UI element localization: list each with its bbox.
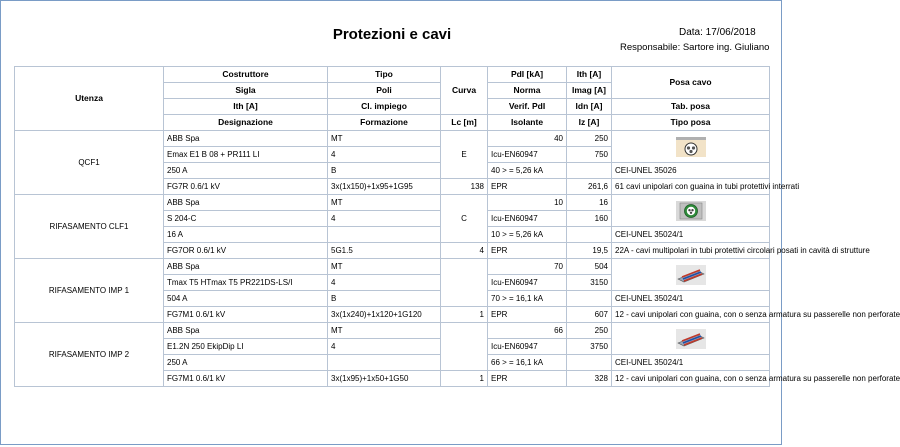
ith-cell: 504 [567, 259, 612, 275]
tipo-posa-cell: 61 cavi unipolari con guaina in tubi protettivi interrati [612, 179, 770, 195]
costruttore-cell: ABB Spa [164, 195, 328, 211]
designazione-cell: FG7M1 0.6/1 kV [164, 371, 328, 387]
header-ith: Ith [A] [567, 67, 612, 83]
idn-cell [567, 227, 612, 243]
sigla-cell: S 204-C [164, 211, 328, 227]
isolante-cell: EPR [488, 179, 567, 195]
header-costruttore: Costruttore [164, 67, 328, 83]
isolante-cell: EPR [488, 371, 567, 387]
header-norma: Norma [488, 83, 567, 99]
curva-cell [441, 259, 488, 307]
curva-cell: C [441, 195, 488, 243]
header-tipo-posa: Tipo posa [612, 115, 770, 131]
header-tab-posa: Tab. posa [612, 99, 770, 115]
table-row[interactable] [15, 195, 770, 211]
utenza-cell: RIFASAMENTO IMP 1 [15, 259, 164, 323]
protections-cables-table [14, 66, 900, 387]
pdi-cell: 66 [488, 323, 567, 339]
header-lc: Lc [m] [441, 115, 488, 131]
verif-pdi-cell: 10 > = 5,26 kA [488, 227, 567, 243]
tipo-cell: MT [328, 195, 441, 211]
lc-cell: 4 [441, 243, 488, 259]
isolante-cell: EPR [488, 307, 567, 323]
formazione-cell: 3x(1x240)+1x120+1G120 [328, 307, 441, 323]
cl-impiego-cell: B [328, 163, 441, 179]
imag-cell: 160 [567, 211, 612, 227]
header-idn: Idn [A] [567, 99, 612, 115]
tipo-posa-cell: 22A - cavi multipolari in tubi protettivi circolari posati in cavità di strutture [612, 243, 770, 259]
norma-cell: Icu-EN60947 [488, 339, 567, 355]
ith-cell: 250 [567, 323, 612, 339]
lc-cell: 1 [441, 371, 488, 387]
costruttore-cell: ABB Spa [164, 131, 328, 147]
sigla-cell: E1.2N 250 EkipDip LI [164, 339, 328, 355]
conduit-cavity-icon [676, 201, 706, 221]
norma-cell: Icu-EN60947 [488, 211, 567, 227]
header-poli: Poli [328, 83, 441, 99]
posa-icon-cell [612, 131, 770, 163]
isolante-cell: EPR [488, 243, 567, 259]
cl-impiego-cell: B [328, 291, 441, 307]
ith-a-cell: 250 A [164, 163, 328, 179]
table-row[interactable] [15, 131, 770, 147]
tab-posa-cell: CEI-UNEL 35024/1 [612, 291, 770, 307]
table-row[interactable] [15, 323, 770, 339]
header-sigla: Sigla [164, 83, 328, 99]
pdi-cell: 70 [488, 259, 567, 275]
verif-pdi-cell: 70 > = 16,1 kA [488, 291, 567, 307]
ith-a-cell: 16 A [164, 227, 328, 243]
tab-posa-cell: CEI-UNEL 35024/1 [612, 227, 770, 243]
formazione-cell: 3x(1x150)+1x95+1G95 [328, 179, 441, 195]
verif-pdi-cell: 66 > = 16,1 kA [488, 355, 567, 371]
norma-cell: Icu-EN60947 [488, 147, 567, 163]
cl-impiego-cell [328, 355, 441, 371]
tipo-cell: MT [328, 323, 441, 339]
table-row[interactable] [15, 259, 770, 275]
iz-cell: 19,5 [567, 243, 612, 259]
ith-a-cell: 250 A [164, 355, 328, 371]
lc-cell: 1 [441, 307, 488, 323]
cable-tray-icon [676, 329, 706, 349]
buried-pipe-icon [676, 137, 706, 157]
lc-cell: 138 [441, 179, 488, 195]
iz-cell: 261,6 [567, 179, 612, 195]
header-formazione: Formazione [328, 115, 441, 131]
header-tipo: Tipo [328, 67, 441, 83]
sigla-cell: Emax E1 B 08 + PR111 LI [164, 147, 328, 163]
header-imag: Imag [A] [567, 83, 612, 99]
utenza-cell: RIFASAMENTO CLF1 [15, 195, 164, 259]
sigla-cell: Tmax T5 HTmax T5 PR221DS-LS/I [164, 275, 328, 291]
tipo-cell: MT [328, 259, 441, 275]
imag-cell: 3150 [567, 275, 612, 291]
designazione-cell: FG7R 0.6/1 kV [164, 179, 328, 195]
tipo-cell: MT [328, 131, 441, 147]
idn-cell [567, 355, 612, 371]
header-iz: Iz [A] [567, 115, 612, 131]
page-title: Protezioni e cavi [332, 26, 452, 43]
cable-tray-icon [676, 265, 706, 285]
costruttore-cell: ABB Spa [164, 259, 328, 275]
utenza-cell: RIFASAMENTO IMP 2 [15, 323, 164, 387]
ith-cell: 16 [567, 195, 612, 211]
posa-icon-cell [612, 259, 770, 291]
header-pdi: PdI [kA] [488, 67, 567, 83]
iz-cell: 328 [567, 371, 612, 387]
formazione-cell: 3x(1x95)+1x50+1G50 [328, 371, 441, 387]
header-verif-pdi: Verif. PdI [488, 99, 567, 115]
designazione-cell: FG7M1 0.6/1 kV [164, 307, 328, 323]
poli-cell: 4 [328, 339, 441, 355]
cl-impiego-cell [328, 227, 441, 243]
posa-icon-cell [612, 323, 770, 355]
responsible-person: Responsabile: Sartore ing. Giuliano [620, 42, 770, 53]
poli-cell: 4 [328, 275, 441, 291]
ith-cell: 250 [567, 131, 612, 147]
header-posa-cavo: Posa cavo [612, 67, 770, 99]
poli-cell: 4 [328, 147, 441, 163]
header-ith-a: Ith [A] [164, 99, 328, 115]
tab-posa-cell: CEI-UNEL 35026 [612, 163, 770, 179]
designazione-cell: FG7OR 0.6/1 kV [164, 243, 328, 259]
utenza-cell: QCF1 [15, 131, 164, 195]
header-cl-impiego: Cl. impiego [328, 99, 441, 115]
pdi-cell: 10 [488, 195, 567, 211]
curva-cell [441, 323, 488, 371]
tipo-posa-cell: 12 - cavi unipolari con guaina, con o senza armatura su passerelle non perforate [612, 307, 770, 323]
report-date: Data: 17/06/2018 [679, 27, 756, 38]
header-isolante: Isolante [488, 115, 567, 131]
tipo-posa-cell: 12 - cavi unipolari con guaina, con o senza armatura su passerelle non perforate [612, 371, 770, 387]
iz-cell: 607 [567, 307, 612, 323]
imag-cell: 750 [567, 147, 612, 163]
norma-cell: Icu-EN60947 [488, 275, 567, 291]
posa-icon-cell [612, 195, 770, 227]
formazione-cell: 5G1.5 [328, 243, 441, 259]
header-utenza: Utenza [15, 67, 164, 131]
idn-cell [567, 163, 612, 179]
header-designazione: Designazione [164, 115, 328, 131]
ith-a-cell: 504 A [164, 291, 328, 307]
header-curva: Curva [441, 67, 488, 115]
poli-cell: 4 [328, 211, 441, 227]
idn-cell [567, 291, 612, 307]
tab-posa-cell: CEI-UNEL 35024/1 [612, 355, 770, 371]
costruttore-cell: ABB Spa [164, 323, 328, 339]
imag-cell: 3750 [567, 339, 612, 355]
verif-pdi-cell: 40 > = 5,26 kA [488, 163, 567, 179]
pdi-cell: 40 [488, 131, 567, 147]
curva-cell: E [441, 131, 488, 179]
